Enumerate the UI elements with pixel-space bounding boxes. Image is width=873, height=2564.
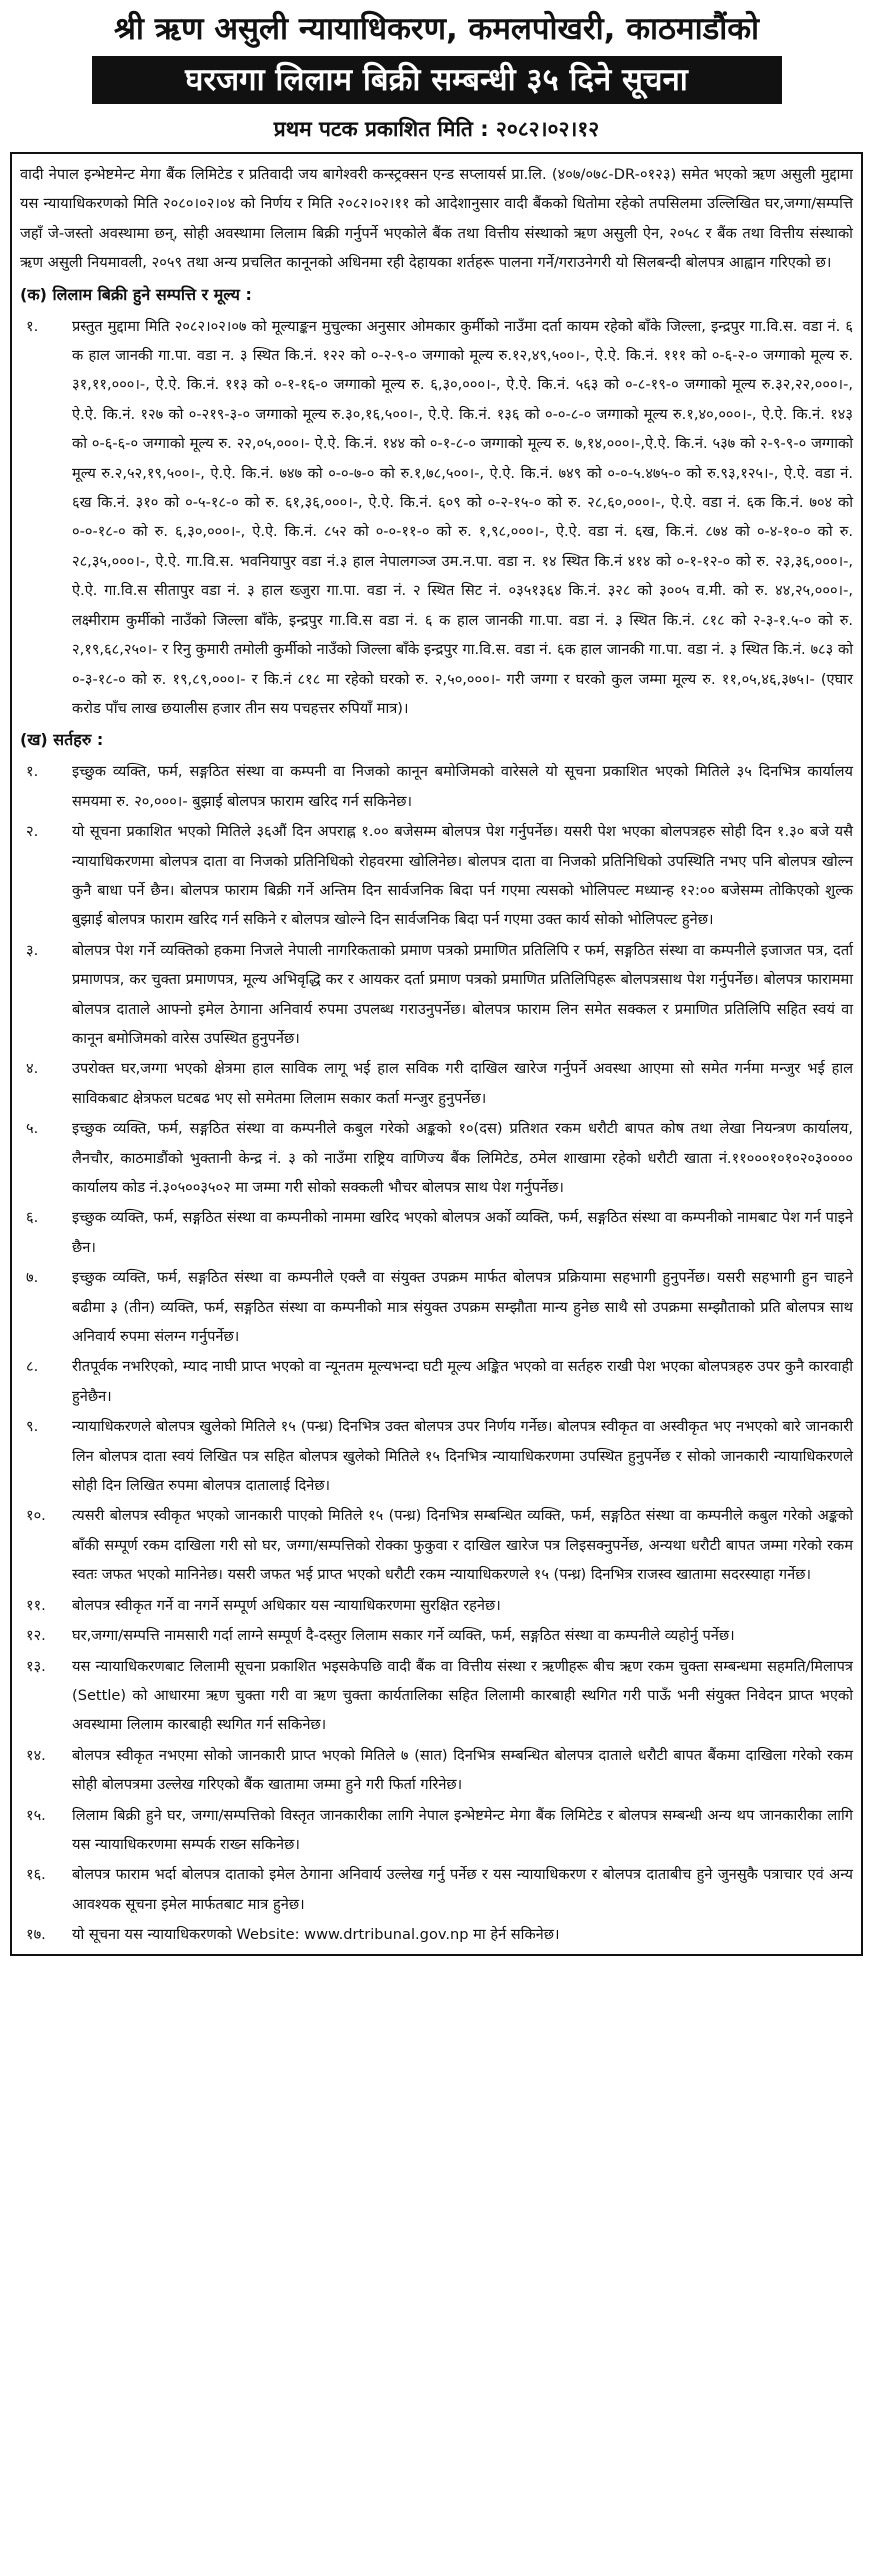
notice-page xyxy=(10,0,863,1956)
item-text: रीतपूर्वक नभरिएको, म्याद नाघी प्राप्त भएको वा न्यूनतम मूल्यभन्दा घटी मूल्य अङ्कित भएको वा सर्तहरु राखी पेश भएका बोलपत्रहरु उपर कुनै कारवाही हुनेछैन। xyxy=(72,1358,853,1405)
condition-item xyxy=(20,1801,853,1860)
condition-item xyxy=(20,1412,853,1500)
condition-item xyxy=(20,757,853,816)
item-text: बोलपत्र पेश गर्ने व्यक्तिको हकमा निजले नेपाली नागरिकताको प्रमाण पत्रको प्रमाणित प्रतिलिपि र फर्म, सङ्गठित संस्था वा कम्पनीले इजाजत पत्र, दर्ता प्रमाणपत्र, कर चुक्ता प्रमाणपत्र, मूल्य अभिवृद्धि कर र आयकर दर्ता प्रमाण पत्रको प्रमाणित प्रतिलिपिहरू बोलपत्रसाथ पेश गर्नुपर्नेछ। बोलपत्र फाराममा बोलपत्र दाताले आफ्नो इमेल ठेगाना अनिवार्य रुपमा उपलब्ध गराउनुपर्नेछ। बोलपत्र फाराम लिन समेत सक्कल र प्रमाणित प्रतिलिपि सहित स्वयं वा कानून बमोजिमको वारेस उपस्थित हुनुपर्नेछ। xyxy=(72,941,853,1047)
item-text: इच्छुक व्यक्ति, फर्म, सङ्गठित संस्था वा कम्पनीको नाममा खरिद भएको बोलपत्र अर्को व्यक्ति, फर्म, सङ्गठित संस्था वा कम्पनीको नामबाट पेश गर्न पाइने छैन। xyxy=(72,1209,853,1256)
item-text: घर,जग्गा/सम्पत्ति नामसारी गर्दा लाग्ने सम्पूर्ण दै-दस्तुर लिलाम सकार गर्ने व्यक्ति, फर्म, सङ्गठित संस्था वा कम्पनीले व्यहोर्नु पर्नेछ। xyxy=(72,1627,735,1645)
tribunal-title: श्री ऋण असुली न्यायाधिकरण, कमलपोखरी, काठमाडौंको xyxy=(113,11,760,47)
condition-item xyxy=(20,1920,853,1949)
item-text: त्यसरी बोलपत्र स्वीकृत भएको जानकारी पाएको मितिले १५ (पन्ध्र) दिनभित्र सम्बन्धित व्यक्ति, फर्म, सङ्गठित संस्था वा कम्पनीले कबुल गरेको अङ्कको बाँकी सम्पूर्ण रकम दाखिला गरी सो घर, जग्गा/सम्पत्तिको रोक्का फुकुवा र दाखिल खारेज पत्र लिइसक्नुपर्नेछ, अन्यथा धरौटी बापत जम्मा गरेको रकम स्वतः जफत भएको मानिनेछ। यसरी जफत भई प्राप्त भएको धरौटी रकम न्यायाधिकरणले १५ (पन्ध्र) दिनभित्र राजस्व खातामा सदरस्याहा गर्नेछ। xyxy=(72,1507,853,1584)
published-date: प्रथम पटक प्रकाशित मिति : २०८२।०२।१२ xyxy=(273,117,600,141)
item-number: १५. xyxy=(26,1806,46,1824)
item-text: बोलपत्र फाराम भर्दा बोलपत्र दाताको इमेल ठेगाना अनिवार्य उल्लेख गर्नु पर्नेछ र यस न्यायाधिकरण र बोलपत्र दाताबीच हुने जुनसुकै पत्राचार एवं अन्य आवश्यक सूचना इमेल मार्फतबाट मात्र हुनेछ। xyxy=(72,1866,853,1913)
item-text: इच्छुक व्यक्ति, फर्म, सङ्गठित संस्था वा कम्पनीले एक्लै वा संयुक्त उपक्रम मार्फत बोलपत्र प्रक्रियामा सहभागी हुनुपर्नेछ। यसरी सहभागी हुन चाहने बढीमा ३ (तीन) व्यक्ति, फर्म, सङ्गठित संस्था वा कम्पनीको मात्र संयुक्त उपक्रम सम्झौता मान्य हुनेछ साथै सो उपक्रमा सम्झौताको प्रति बोलपत्र साथ अनिवार्य रुपमा संलग्न गर्नुपर्नेछ। xyxy=(72,1269,853,1346)
intro-paragraph: वादी नेपाल इन्भेष्टमेन्ट मेगा बैंक लिमिटेड र प्रतिवादी जय बागेश्वरी कन्स्ट्रक्सन एन्ड सप्लायर्स प्रा.लि. (४०७/०७८-DR-०१२३) समेत भएको ऋण असुली मुद्दामा यस न्यायाधिकरणको मिति २०८०।०२।०४ को निर्णय र मिति २०८२।०२।११ को आदेशानुसार वादी बैंकको धितोमा रहेको तपसिलमा उल्लिखित घर,जग्गा/सम्पत्ति जहाँ जे-जस्तो अवस्थामा छन्, सोही अवस्थामा लिलाम बिक्री गर्नुपर्ने भएकोले बैंक तथा वित्तीय संस्थाको ऋण असुली ऐन, २०५८ र बैंक तथा वित्तीय संस्थाको ऋण असुली नियमावली, २०५९ तथा अन्य प्रचलित कानूनको अधिनमा रही देहायका शर्तहरू पालना गर्ने/गराउनेगरी यो सिलबन्दी बोलपत्र आह्वान गरिएको छ। xyxy=(20,166,853,272)
condition-item xyxy=(20,1860,853,1919)
notice-body xyxy=(10,152,863,1956)
notice-title-banner: घरजगा लिलाम बिक्री सम्बन्धी ३५ दिने सूचना xyxy=(92,56,782,104)
item-number: ९. xyxy=(26,1418,39,1436)
item-text: लिलाम बिक्री हुने घर, जग्गा/सम्पत्तिको विस्तृत जानकारीका लागि नेपाल इन्भेष्टमेन्ट मेगा बैंक लिमिटेड र बोलपत्र सम्बन्धी अन्य थप जानकारीका लागि यस न्यायाधिकरणमा सम्पर्क राख्न सकिनेछ। xyxy=(72,1806,853,1853)
condition-item xyxy=(20,1591,853,1620)
item-number: १४. xyxy=(26,1746,46,1764)
condition-item xyxy=(20,936,853,1054)
item-number: ३. xyxy=(26,941,39,959)
item-text: इच्छुक व्यक्ति, फर्म, सङ्गठित संस्था वा कम्पनी वा निजको कानून बमोजिमको वारेसले यो सूचना प्रकाशित भएको मितिले ३५ दिनभित्र कार्यालय समयमा रु. २०,०००।- बुझाई बोलपत्र फाराम खरिद गर्न सकिनेछ। xyxy=(72,763,853,810)
item-number: ११. xyxy=(26,1596,46,1614)
item-text: यस न्यायाधिकरणबाट लिलामी सूचना प्रकाशित भइसकेपछि वादी बैंक वा वित्तीय संस्था र ऋणीहरू बीच ऋण रकम चुक्ता सम्बन्धमा सहमति/मिलापत्र (Settle) को आधारमा ऋण चुक्ता गरी वा ऋण चुक्ता कार्यतालिका सहित लिलामी कारबाही स्थगित गरी पाऊँ भनी संयुक्त निवेदन प्राप्त भएको अवस्थामा लिलाम कारबाही स्थगित गर्न सकिनेछ। xyxy=(72,1657,853,1734)
item-number: १७. xyxy=(26,1926,46,1944)
section-a-title: (क) लिलाम बिक्री हुने सम्पत्ति र मूल्य : xyxy=(20,284,252,304)
item-number: ५. xyxy=(26,1120,39,1138)
item-text: प्रस्तुत मुद्दामा मिति २०८२।०२।०७ को मूल्याङ्कन मुचुल्का अनुसार ओमकार कुर्मीको नाउँमा दर्ता कायम रहेको बाँके जिल्ला, इन्द्रपुर गा.वि.स. वडा नं. ६ क हाल जानकी गा.पा. वडा न. ३ स्थित कि.नं. १२२ को ०-२-९-० जग्गाको मूल्य रु.१२,४९,५००।-, ऐ.ऐ. कि.नं. १११ को ०-६-२-० जग्गाको मूल्य रु. ३१,११,०००।-, ऐ.ऐ. कि.नं. ११३ को ०-१-१६-० जग्गाको मूल्य रु. ६,३०,०००।-, ऐ.ऐ. कि.नं. ५६३ को ०-८-१९-० जग्गाको मूल्य रु.३२,२२,०००।-, ऐ.ऐ. कि.नं. १२७ को ०-२१९-३-० जग्गाको मूल्य रु.३०,१६,५००।-, ऐ.ऐ. कि.नं. १३६ को ०-०-८-० जग्गाको मूल्य रु.१,४०,०००।-, ऐ.ऐ. कि.नं. १४३ को ०-६-६-० जग्गाको मूल्य रु. २२,०५,०००।- ऐ.ऐ. कि.नं. १४४ को ०-१-८-० जग्गाको मूल्य रु. ७,१४,०००।-,ऐ.ऐ. कि.नं. ५३७ को २-९-९-० जग्गाको मूल्य रु.२,५२,१९,५००।-, ऐ.ऐ. कि.नं. ७४७ को ०-०-७-० को रु.१,७८,५००।-, ऐ.ऐ. कि.नं. ७४९ को ०-०-५.४७५-० को रु.९३,१२५।-, ऐ.ऐ. वडा नं. ६ख कि.नं. ३१० को ०-५-१८-० को रु. ६१,३६,०००।-, ऐ.ऐ. कि.नं. ६०९ को ०-२-१५-० को रु. २८,६०,०००।-, ऐ.ऐ. वडा नं. ६क कि.नं. ७०४ को ०-०-१८-० को रु. ६,३०,०००।-, ऐ.ऐ. कि.नं. ८५२ को ०-०-११-० को रु. १,९८,०००।-, ऐ.ऐ. वडा नं. ६ख, कि.नं. ८७४ को ०-४-१०-० को रु. २८,३५,०००।-, ऐ.ऐ. गा.वि.स. भवनियापुर वडा नं.३ हाल नेपालगञ्ज उम.न.पा. वडा न. १४ स्थित कि.नं ४१४ को ०-१-१२-० को रु. २३,३६,०००।-, ऐ.ऐ. गा.वि.स सीतापुर वडा नं. ३ हाल ख्जुरा गा.पा. वडा नं. २ स्थित सिट नं. ०३५१३६४ कि.नं. ३२८ को ३००५ व.मी. को रु. ४४,२५,०००।-, लक्ष्मीराम कुर्मीको नाउँको जिल्ला बाँके, इन्द्रपुर गा.वि.स वडा नं. ६ क हाल जानकी गा.पा. वडा नं. ३ स्थित कि.नं. ८१८ को २-३-१.५-० को रु. २,१९,६८,२५०।- र रिनु कुमारी तमोली कुर्मीको नाउँको जिल्ला बाँके इन्द्रपुर गा.वि.स. वडा नं. ६क हाल जानकी गा.पा. वडा नं. ३ स्थित कि.नं. ७८३ को ०-३-१८-० को रु. १९,८९,०००।- र कि.नं ८१८ मा रहेको घरको रु. २,५०,०००।- गरी जग्गा र घरको कुल जम्मा मूल्य रु. ११,०५,४६,३७५।- (एघार करोड पाँच लाख छयालीस हजार तीन सय पचहत्तर रुपियाँ मात्र)। xyxy=(72,317,853,717)
item-number: ७. xyxy=(26,1269,39,1287)
condition-item xyxy=(20,1203,853,1262)
condition-item xyxy=(20,1054,853,1113)
item-number: २. xyxy=(26,823,39,841)
item-number: १०. xyxy=(26,1507,46,1525)
item-number: १६. xyxy=(26,1866,46,1884)
condition-item xyxy=(20,1114,853,1202)
condition-item xyxy=(20,1652,853,1740)
section-b-list xyxy=(20,757,853,1949)
condition-item xyxy=(20,817,853,935)
item-number: १३. xyxy=(26,1657,46,1675)
item-number: ६. xyxy=(26,1209,39,1227)
item-text: यो सूचना प्रकाशित भएको मितिले ३६औं दिन अपराह्न १.०० बजेसम्म बोलपत्र पेश गर्नुपर्नेछ। यसरी पेश भएका बोलपत्रहरु सोही दिन १.३० बजे यसै न्यायाधिकरणमा बोलपत्र दाता वा निजको प्रतिनिधिको रोहवरमा खोलिनेछ। बोलपत्र दाता वा निजको प्रतिनिधिको उपस्थिति नभए पनि बोलपत्र खोल्न कुनै बाधा पर्ने छैन। बोलपत्र फाराम बिक्री गर्ने अन्तिम दिन सार्वजनिक बिदा पर्न गएमा त्यसको भोलिपल्ट मध्यान्ह १२:०० बजेसम्म तोकिएको शुल्क बुझाई बोलपत्र फाराम खरिद गर्न सकिने र बोलपत्र खोल्ने दिन सार्वजनिक बिदा पर्न गएमा उक्त कार्य सोको भोलिपल्ट हुनेछ। xyxy=(72,823,853,929)
item-number: १. xyxy=(26,317,39,335)
item-number: ४. xyxy=(26,1060,39,1078)
condition-item xyxy=(20,1263,853,1351)
condition-item xyxy=(20,1352,853,1411)
item-text: यो सूचना यस न्यायाधिकरणको Website: www.drtribunal.gov.np मा हेर्न सकिनेछ। xyxy=(72,1926,560,1944)
condition-item xyxy=(20,1621,853,1650)
condition-item xyxy=(20,1741,853,1800)
item-text: इच्छुक व्यक्ति, फर्म, सङ्गठित संस्था वा कम्पनीले कबुल गरेको अङ्कको १०(दस) प्रतिशत रकम धरौटी बापत कोष तथा लेखा नियन्त्रण कार्यालय, लैनचौर, काठमाडौंको भुक्तानी केन्द्र नं. ३ को नाउँमा राष्ट्रिय वाणिज्य बैंक लिमिटेड, ठमेल शाखामा रहेको धरौटी खाता नं.११०००१०१०२०३०००० कार्यालय कोड नं.३०५००३५०२ मा जम्मा गरी सोको सक्कली भौचर बोलपत्र साथ पेश गर्नुपर्नेछ। xyxy=(72,1120,853,1196)
item-text: बोलपत्र स्वीकृत नभएमा सोको जानकारी प्राप्त भएको मितिले ७ (सात) दिनभित्र सम्बन्धित बोलपत्र दाताले धरौटी बापत बैंकमा दाखिला गरेको रकम सोही बोलपत्रमा उल्लेख गरिएको बैंक खातामा जम्मा हुने गरी फिर्ता गरिनेछ। xyxy=(72,1746,853,1794)
item-text: उपरोक्त घर,जग्गा भएको क्षेत्रमा हाल साविक लागू भई हाल सविक गरी दाखिल खारेज गर्नुपर्ने अवस्था आएमा सो समेत गर्नमा मन्जुर भई हाल साविकबाट क्षेत्रफल घटबढ भए सो समेतमा लिलाम सकार कर्ता मन्जुर हुनुपर्नेछ। xyxy=(72,1060,853,1107)
item-text: न्यायाधिकरणले बोलपत्र खुलेको मितिले १५ (पन्ध्र) दिनभित्र उक्त बोलपत्र उपर निर्णय गर्नेछ। बोलपत्र स्वीकृत वा अस्वीकृत भए नभएको बारे जानकारी लिन बोलपत्र दाता स्वयं लिखित पत्र सहित बोलपत्र खुलेको मितिले १५ दिनभित्र न्यायाधिकरणमा उपस्थित हुनुपर्नेछ र सोको जानकारी न्यायाधिकरणले सोही दिन लिखित रुपमा बोलपत्र दातालाई दिनेछ। xyxy=(72,1418,853,1495)
item-text: बोलपत्र स्वीकृत गर्ने वा नगर्ने सम्पूर्ण अधिकार यस न्यायाधिकरणमा सुरक्षित रहनेछ। xyxy=(72,1596,501,1614)
property-item xyxy=(20,312,853,724)
section-b-title: (ख) सर्तहरु : xyxy=(20,730,104,750)
item-number: १. xyxy=(26,763,39,781)
condition-item xyxy=(20,1501,853,1589)
item-number: १२. xyxy=(26,1627,46,1645)
item-number: ८. xyxy=(26,1358,39,1376)
section-a-list xyxy=(20,312,853,724)
